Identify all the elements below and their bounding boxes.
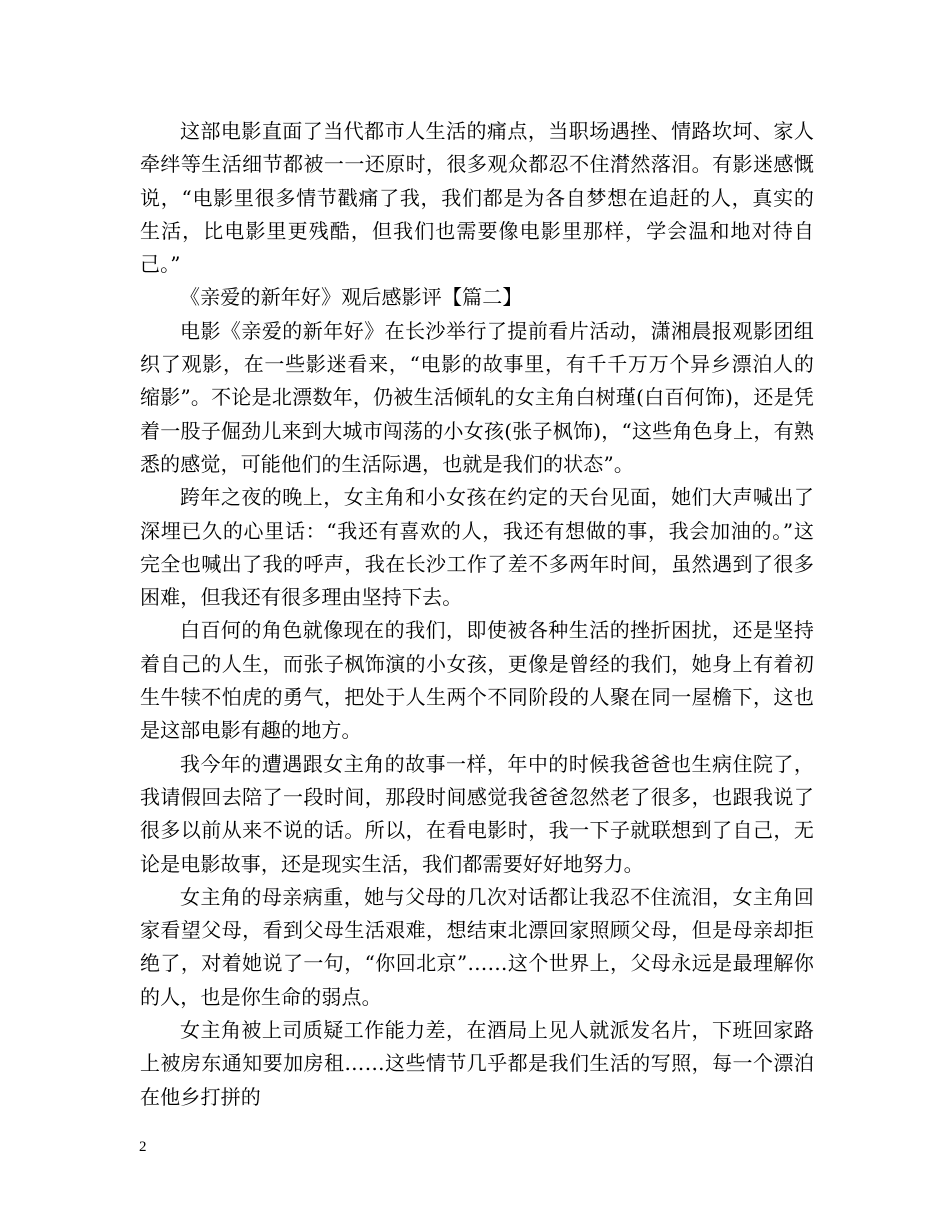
paragraph: 女主角被上司质疑工作能力差，在酒局上见人就派发名片，下班回家路上被房东通知要加房租……这些情节几乎都是我们生活的写照，每一个漂泊在他乡打拼的: [140, 1018, 814, 1109]
paragraph: 这部电影直面了当代都市人生活的痛点，当职场遇挫、情路坎坷、家人牵绊等生活细节都被一一还原时，很多观众都忍不住潸然落泪。有影迷感慨说，“电影里很多情节戳痛了我，我们都是为各自梦想在追赶的人，真实的生活，比电影里更残酷，但我们也需要像电影里那样，学会温和地对待自己。”: [140, 119, 814, 277]
paragraph: 电影《亲爱的新年好》在长沙举行了提前看片活动，潇湘晨报观影团组织了观影，在一些影迷看来，“电影的故事里，有千千万万个异乡漂泊人的缩影”。不论是北漂数年，仍被生活倾轧的女主角白树瑾(白百何饰)，还是凭着一股子倔劲儿来到大城市闯荡的小女孩(张子枫饰)，“这些角色身上，有熟悉的感觉，可能他们的生活际遇，也就是我们的状态”。: [140, 318, 814, 476]
page-number: 2: [139, 1139, 147, 1155]
paragraph: 女主角的母亲病重，她与父母的几次对话都让我忍不住流泪，女主角回家看望父母，看到父母生活艰难，想结束北漂回家照顾父母，但是母亲却拒绝了，对着她说了一句，“你回北京”……这个世界上，父母永远是最理解你的人，也是你生命的弱点。: [140, 884, 814, 1009]
paragraph: 我今年的遭遇跟女主角的故事一样，年中的时候我爸爸也生病住院了，我请假回去陪了一段时间，那段时间感觉我爸爸忽然老了很多，也跟我说了很多以前从来不说的话。所以，在看电影时，我一下子就联想到了自己，无论是电影故事，还是现实生活，我们都需要好好地努力。: [140, 751, 814, 876]
paragraph: 跨年之夜的晚上，女主角和小女孩在约定的天台见面，她们大声喊出了深埋已久的心里话：“我还有喜欢的人，我还有想做的事，我会加油的。”这完全也喊出了我的呼声，我在长沙工作了差不多两年时间，虽然遇到了很多困难，但我还有很多理由坚持下去。: [140, 485, 814, 610]
body-text: [140, 115, 814, 1114]
section-heading: 《亲爱的新年好》观后感影评【篇二】: [180, 285, 523, 310]
paragraph: 白百何的角色就像现在的我们，即使被各种生活的挫折困扰，还是坚持着自己的人生，而张子枫饰演的小女孩，更像是曾经的我们，她身上有着初生牛犊不怕虎的勇气，把处于人生两个不同阶段的人聚在同一屋檐下，这也是这部电影有趣的地方。: [140, 618, 814, 743]
